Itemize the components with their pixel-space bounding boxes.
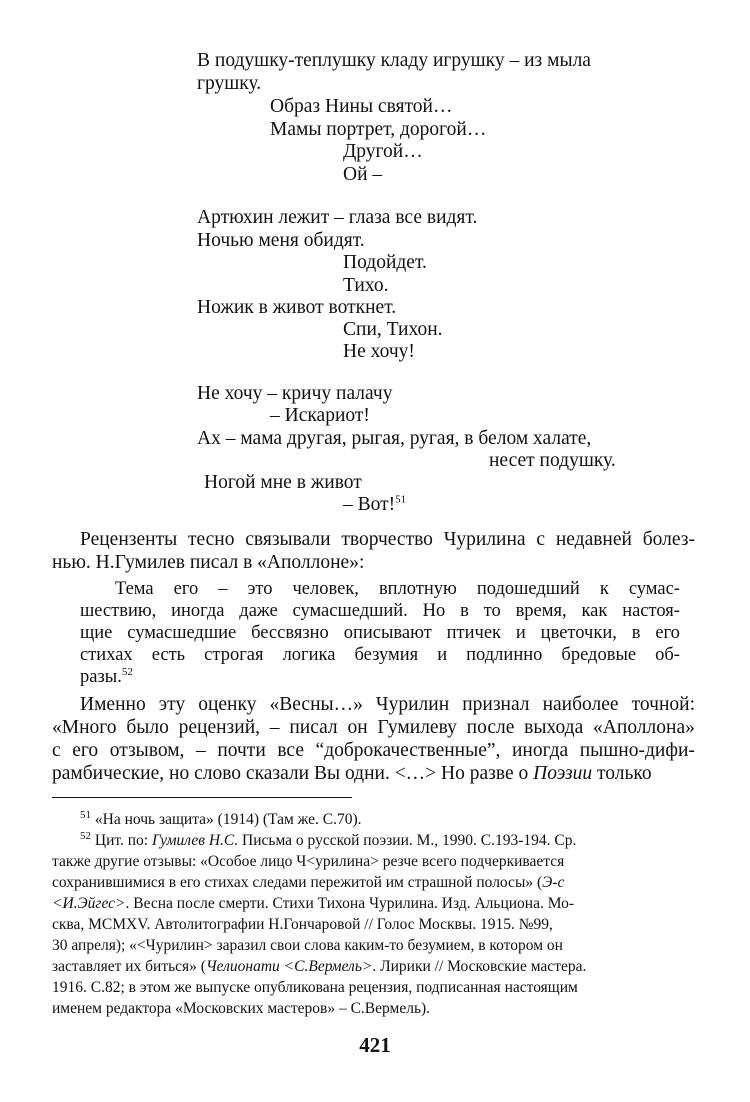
word: признал: [462, 694, 530, 715]
poem-line: Ножик в живот воткнет.: [197, 297, 397, 318]
paragraph-text: рамбические, но слово сказали Вы одни. <…> Но разве о: [52, 763, 534, 784]
word: подлинно: [466, 645, 543, 665]
quote-text: разы.: [80, 667, 122, 687]
word: бредовые: [561, 645, 637, 665]
word: «Аполлона»: [593, 717, 695, 738]
footnote-text: . Лирики // Московские мастера.: [372, 958, 587, 975]
paragraph-text: только: [592, 763, 652, 784]
word: пышно-дифи-: [579, 740, 695, 761]
poem-line: Артюхин лежит – глаза все видят.: [197, 207, 478, 228]
word: бессвязно: [251, 623, 329, 643]
word: все: [277, 740, 304, 761]
footnote-text: «На ночь защита» (1914) (Там же. С.70).: [94, 811, 362, 828]
poem-line: Не хочу!: [343, 341, 415, 362]
quote-text: [80, 644, 680, 666]
word: человек,: [292, 579, 359, 599]
poem-line: Спи, Тихон.: [343, 319, 443, 340]
footnote-mark: 52: [80, 829, 91, 842]
poem-line: Мамы портрет, дорогой…: [270, 119, 487, 140]
word: строгая: [204, 645, 264, 665]
word: Но: [422, 601, 446, 621]
poem-line: – Искариот!: [270, 405, 370, 426]
italic-text: Поэзии: [533, 763, 593, 784]
word: к: [599, 579, 609, 599]
word: он: [347, 717, 368, 738]
word: недавней: [555, 529, 632, 550]
quote-line: [80, 644, 680, 666]
footnote-ref-52: 52: [121, 665, 133, 678]
word: сумасшедшие: [127, 623, 237, 643]
word: с: [536, 529, 546, 550]
word: подошедший: [476, 579, 580, 599]
footnote-text: . Весна после смерти. Стихи Тихона Чурилина. Изд. Альциона. Мо-: [125, 895, 575, 912]
word: после: [466, 717, 515, 738]
word: это: [247, 579, 273, 599]
paragraph-line: нью. Н.Гумилев писал в «Аполлоне»:: [52, 552, 365, 573]
footnote-text: Письма о русской поэзии. М., 1990. С.193-194. Ср.: [238, 832, 577, 849]
word: щие: [80, 623, 113, 643]
quote-line: [80, 622, 680, 644]
italic-text: Челионати <С.Вермель>: [205, 958, 373, 975]
word: отзывом,: [109, 740, 185, 761]
word: в: [460, 601, 469, 621]
italic-text: Э-с: [542, 874, 565, 891]
word: связывали: [245, 529, 331, 550]
word: безумия: [354, 645, 419, 665]
word: иногда: [171, 601, 225, 621]
footnote-ref-51: 51: [395, 493, 407, 506]
word: сумас-: [628, 579, 680, 599]
word: оценку: [198, 694, 257, 715]
word: наиболее: [542, 694, 619, 715]
footnote-line: именем редактора «Московских мастеров» – С.Вермель).: [52, 1000, 431, 1017]
word: тесно: [187, 529, 235, 550]
poem-line: Образ Нины святой…: [270, 96, 453, 117]
word: цветочки,: [540, 623, 617, 643]
word: “доброкачественные”,: [315, 740, 501, 761]
poem-line: Ах – мама другая, рыгая, ругая, в белом халате,: [197, 428, 592, 449]
word: Именно: [80, 694, 146, 715]
word: шествию,: [80, 601, 157, 621]
footnote-51: [80, 809, 362, 830]
word: даже: [239, 601, 278, 621]
word: выхода: [524, 717, 584, 738]
footnote-text: сохранившимися в его стихах следами пережитой им страшной полосы» (: [52, 874, 543, 891]
word: и: [437, 645, 448, 665]
word: как: [581, 601, 608, 621]
word: точной:: [631, 694, 695, 715]
paragraph-line: [52, 740, 695, 762]
footnote-line: 1916. С.82; в этом же выпуске опубликована рецензия, подписанная настоящим: [52, 979, 578, 996]
word: Рецензенты: [80, 529, 178, 550]
word: «Много: [52, 717, 117, 738]
word: его: [655, 623, 680, 643]
word: Тема: [115, 579, 154, 599]
word: иногда: [511, 740, 569, 761]
word: творчество: [341, 529, 433, 550]
quote-line: [80, 600, 680, 622]
footnote-mark: 51: [80, 808, 91, 821]
footnote-line: [52, 893, 574, 914]
poem-line: Тихо.: [343, 275, 389, 296]
paragraph-line: [52, 717, 695, 739]
footnote-divider: [52, 797, 352, 798]
footnote-line: [52, 956, 586, 977]
poem-line: Другой…: [343, 141, 423, 162]
word: есть: [151, 645, 186, 665]
word: –: [269, 717, 280, 738]
poem-line: Ночью меня обидят.: [197, 230, 365, 251]
paragraph-text: [52, 717, 695, 739]
poem-line: Не хочу – кричу палачу: [197, 383, 393, 404]
poem-line: Ой –: [343, 164, 383, 185]
word: сумасшедший.: [292, 601, 408, 621]
quote-line: [80, 666, 133, 688]
word: писал: [289, 717, 338, 738]
poem-line: Подойдет.: [343, 252, 427, 273]
word: эту: [158, 694, 186, 715]
footnote-52: [80, 830, 576, 851]
footnote-text: заставляет их биться» (: [52, 958, 206, 975]
word: –: [196, 740, 206, 761]
poem-line: В подушку-теплушку кладу игрушку – из мыла: [197, 50, 591, 71]
footnote-line: 30 апреля); «<Чурилин> заразил свои слова каким-то безумием, в котором он: [52, 937, 563, 954]
word: об-: [655, 645, 680, 665]
word: Чурилина: [443, 529, 526, 550]
footnote-line: сква, MCMXV. Автолитографии Н.Гончаровой // Голос Москвы. 1915. №99,: [52, 916, 553, 933]
quote-line: [115, 578, 680, 600]
word: «Весны…»: [269, 694, 363, 715]
footnote-line: также другие отзывы: «Особое лицо Ч<урилина> резче всего подчеркивается: [52, 853, 565, 870]
word: его: [173, 579, 199, 599]
italic-text: Гумилев Н.С.: [151, 832, 239, 849]
poem-line: [343, 494, 406, 516]
word: в: [631, 623, 641, 643]
poem-line: грушку.: [197, 73, 262, 94]
word: с: [52, 740, 61, 761]
quote-text: [115, 578, 680, 600]
page-number: 421: [359, 1033, 391, 1057]
italic-text: <И.Эйгес>: [52, 895, 126, 912]
paragraph-text: [80, 694, 695, 716]
poem-line: несет подушку.: [489, 450, 616, 471]
word: Гумилеву: [377, 717, 457, 738]
footnote-text: Цит. по:: [94, 832, 152, 849]
paragraph-text: [52, 740, 695, 762]
word: –: [218, 579, 228, 599]
quote-text: [80, 600, 680, 622]
footnote-line: [52, 872, 564, 893]
word: время,: [515, 601, 567, 621]
word: и: [515, 623, 526, 643]
poem-line: Ногой мне в живот: [204, 472, 362, 493]
word: рецензий,: [178, 717, 261, 738]
word: почти: [217, 740, 266, 761]
word: настоя-: [622, 601, 680, 621]
paragraph-line: [80, 529, 695, 551]
word: стихах: [80, 645, 133, 665]
word: его: [72, 740, 99, 761]
word: то: [483, 601, 501, 621]
paragraph-line: [52, 763, 652, 785]
word: вплотную: [378, 579, 457, 599]
word: было: [126, 717, 169, 738]
word: болез-: [642, 529, 695, 550]
quote-text: [80, 622, 680, 644]
word: логика: [282, 645, 336, 665]
word: описывают: [343, 623, 432, 643]
poem-text: – Вот!: [343, 494, 396, 515]
paragraph-line: [80, 694, 695, 716]
word: Чурилин: [375, 694, 450, 715]
word: птичек: [446, 623, 502, 643]
